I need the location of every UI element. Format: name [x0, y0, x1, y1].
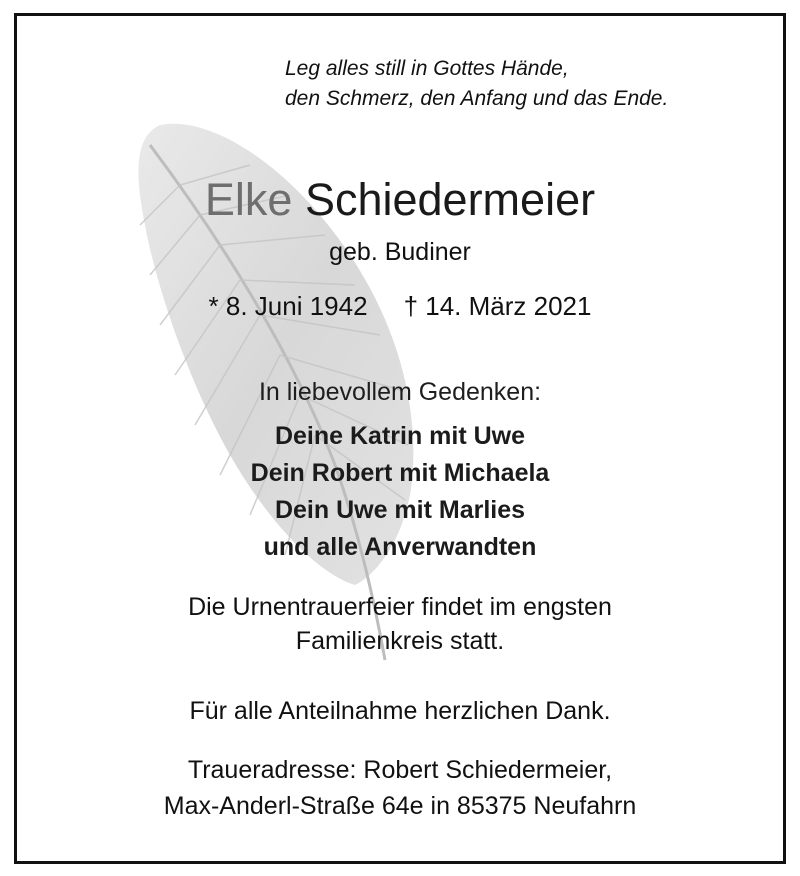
birth-date: * 8. Juni 1942 — [208, 291, 368, 321]
funeral-notice — [0, 590, 800, 658]
notice-line-1: Die Urnentrauerfeier findet im engsten — [188, 593, 612, 621]
gedenken-heading: In liebevollem Gedenken: — [258, 378, 542, 406]
thanks-text: Für alle Anteilnahme herzlichen Dank. — [189, 697, 611, 725]
mourner-line: und alle Anverwandten — [263, 533, 537, 561]
poem-line-2: den Schmerz, den Anfang und das Ende. — [285, 87, 669, 110]
mourner-line: Dein Uwe mit Marlies — [274, 496, 526, 524]
notice-line-2: Familienkreis statt. — [295, 627, 505, 655]
mourners-list — [0, 418, 800, 566]
life-dates — [0, 288, 800, 324]
address-line-1: Traueradresse: Robert Schiedermeier, — [187, 756, 613, 784]
mourner-line: Dein Robert mit Michaela — [250, 459, 550, 487]
address-line-2: Max-Anderl-Straße 64e in 85375 Neufahrn — [163, 792, 637, 820]
poem-verse — [285, 54, 765, 114]
poem-line-1: Leg alles still in Gottes Hände, — [285, 57, 569, 80]
maiden-name: geb. Budiner — [329, 238, 471, 266]
last-name: Schiedermeier — [304, 174, 596, 225]
death-date: † 14. März 2021 — [403, 291, 592, 321]
deceased-name — [0, 170, 800, 230]
first-name: Elke — [204, 174, 293, 225]
mourner-line: Deine Katrin mit Uwe — [274, 422, 526, 450]
mourning-address — [0, 752, 800, 824]
